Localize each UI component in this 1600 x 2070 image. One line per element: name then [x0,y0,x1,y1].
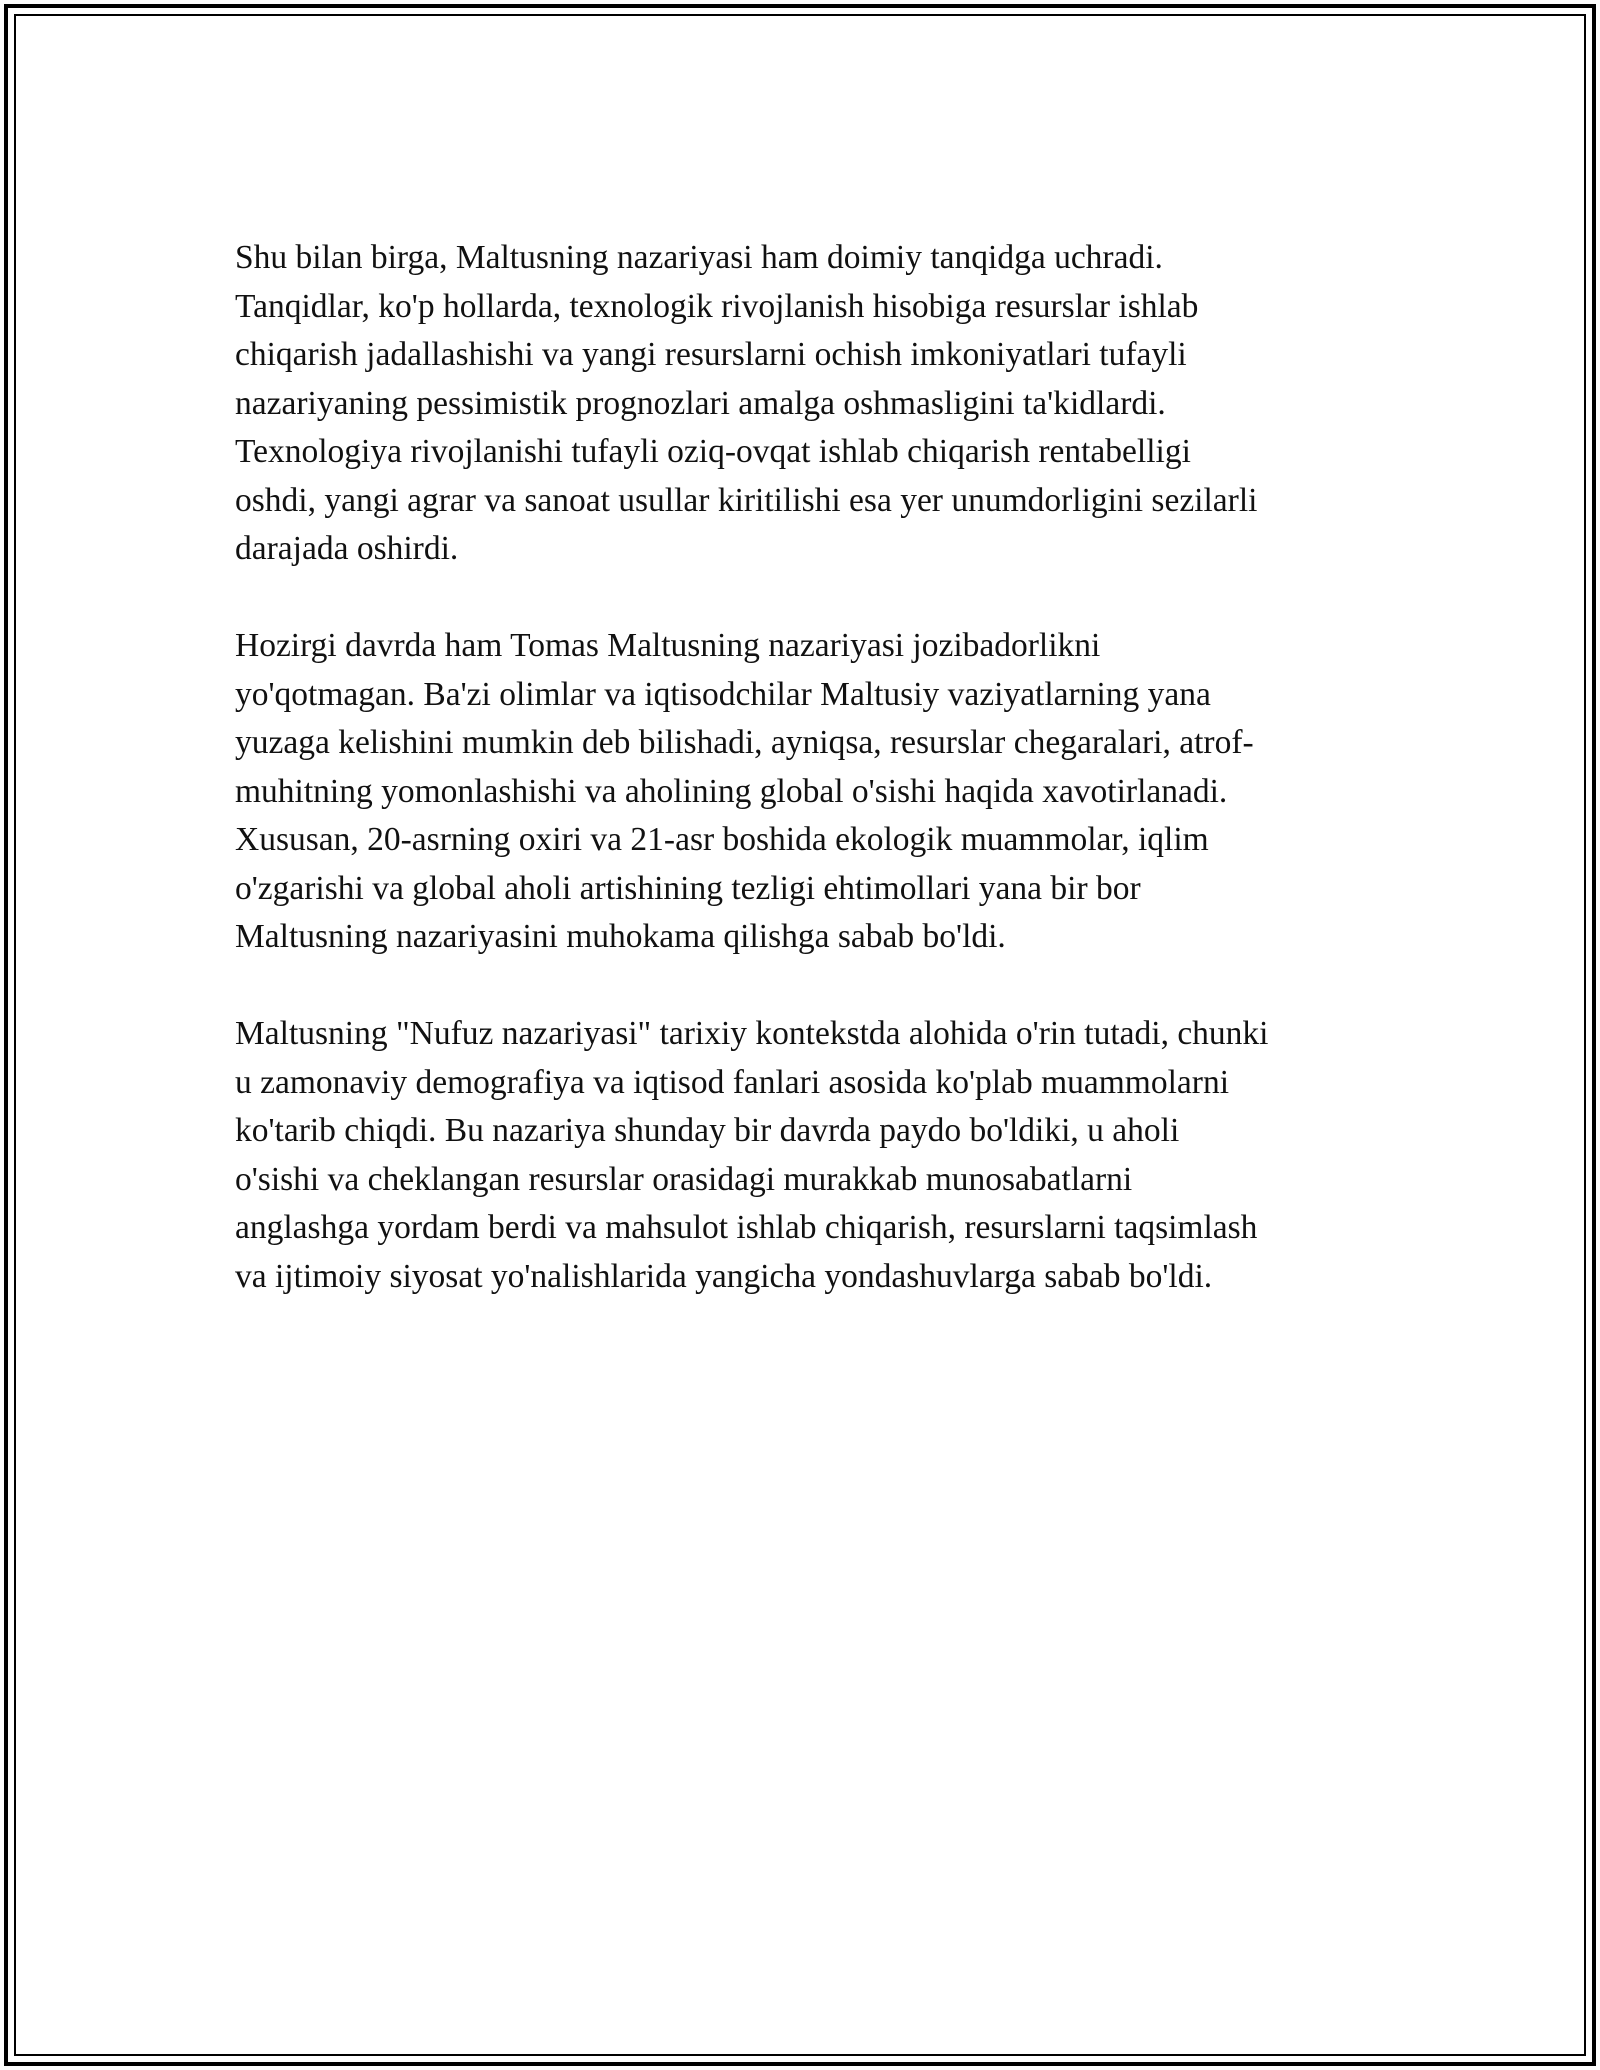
document-body [235,234,1375,1350]
text-line: Maltusning nazariyasini muhokama qilishga sabab bo'ldi. [235,918,1006,955]
paragraph-2 [235,622,1375,962]
text-line: Tanqidlar, ko'p hollarda, texnologik rivojlanish hisobiga resurslar ishlab [235,287,1199,325]
text-line: chiqarish jadallashishi va yangi resurslarni ochish imkoniyatlari tufayli [235,336,1187,373]
text-line: yo'qotmagan. Ba'zi olimlar va iqtisodchilar Maltusiy vaziyatlarning yana [235,675,1211,713]
text-line: Shu bilan birga, Maltusning nazariyasi ham doimiy tanqidga uchradi. [235,239,1163,276]
text-line: Xususan, 20-asrning oxiri va 21-asr boshida ekologik muammolar, iqlim [235,821,1209,858]
text-line: yuzaga kelishini mumkin deb bilishadi, ayniqsa, resurslar chegaralari, atrof- [235,724,1254,761]
text-line: va ijtimoiy siyosat yo'nalishlarida yangicha yondashuvlarga sabab bo'ldi. [235,1257,1213,1295]
text-line: o'sishi va cheklangan resurslar orasidagi murakkab munosabatlarni [235,1160,1133,1198]
text-line: muhitning yomonlashishi va aholining global o'sishi haqida xavotirlanadi. [235,772,1228,810]
text-line: anglashga yordam berdi va mahsulot ishlab chiqarish, resurslarni taqsimlash [235,1209,1258,1246]
text-line: ko'tarib chiqdi. Bu nazariya shunday bir davrda paydo bo'ldiki, u aholi [235,1112,1180,1149]
text-line: darajada oshirdi. [235,530,459,567]
paragraph-3 [235,1010,1375,1301]
text-line: Texnologiya rivojlanishi tufayli oziq-ovqat ishlab chiqarish rentabelligi [235,433,1191,470]
text-line: nazariyaning pessimistik prognozlari amalga oshmasligini ta'kidlardi. [235,384,1166,422]
text-line: o'zgarishi va global aholi artishining tezligi ehtimollari yana bir bor [235,869,1141,907]
text-line: Hozirgi davrda ham Tomas Maltusning nazariyasi jozibadorlikni [235,627,1101,664]
paragraph-1 [235,234,1375,574]
text-line: Maltusning "Nufuz nazariyasi" tarixiy kontekstda alohida o'rin tutadi, chunki [235,1015,1269,1052]
text-line: u zamonaviy demografiya va iqtisod fanlari asosida ko'plab muammolarni [235,1063,1230,1101]
text-line: oshdi, yangi agrar va sanoat usullar kiritilishi esa yer unumdorligini sezilarli [235,481,1258,519]
